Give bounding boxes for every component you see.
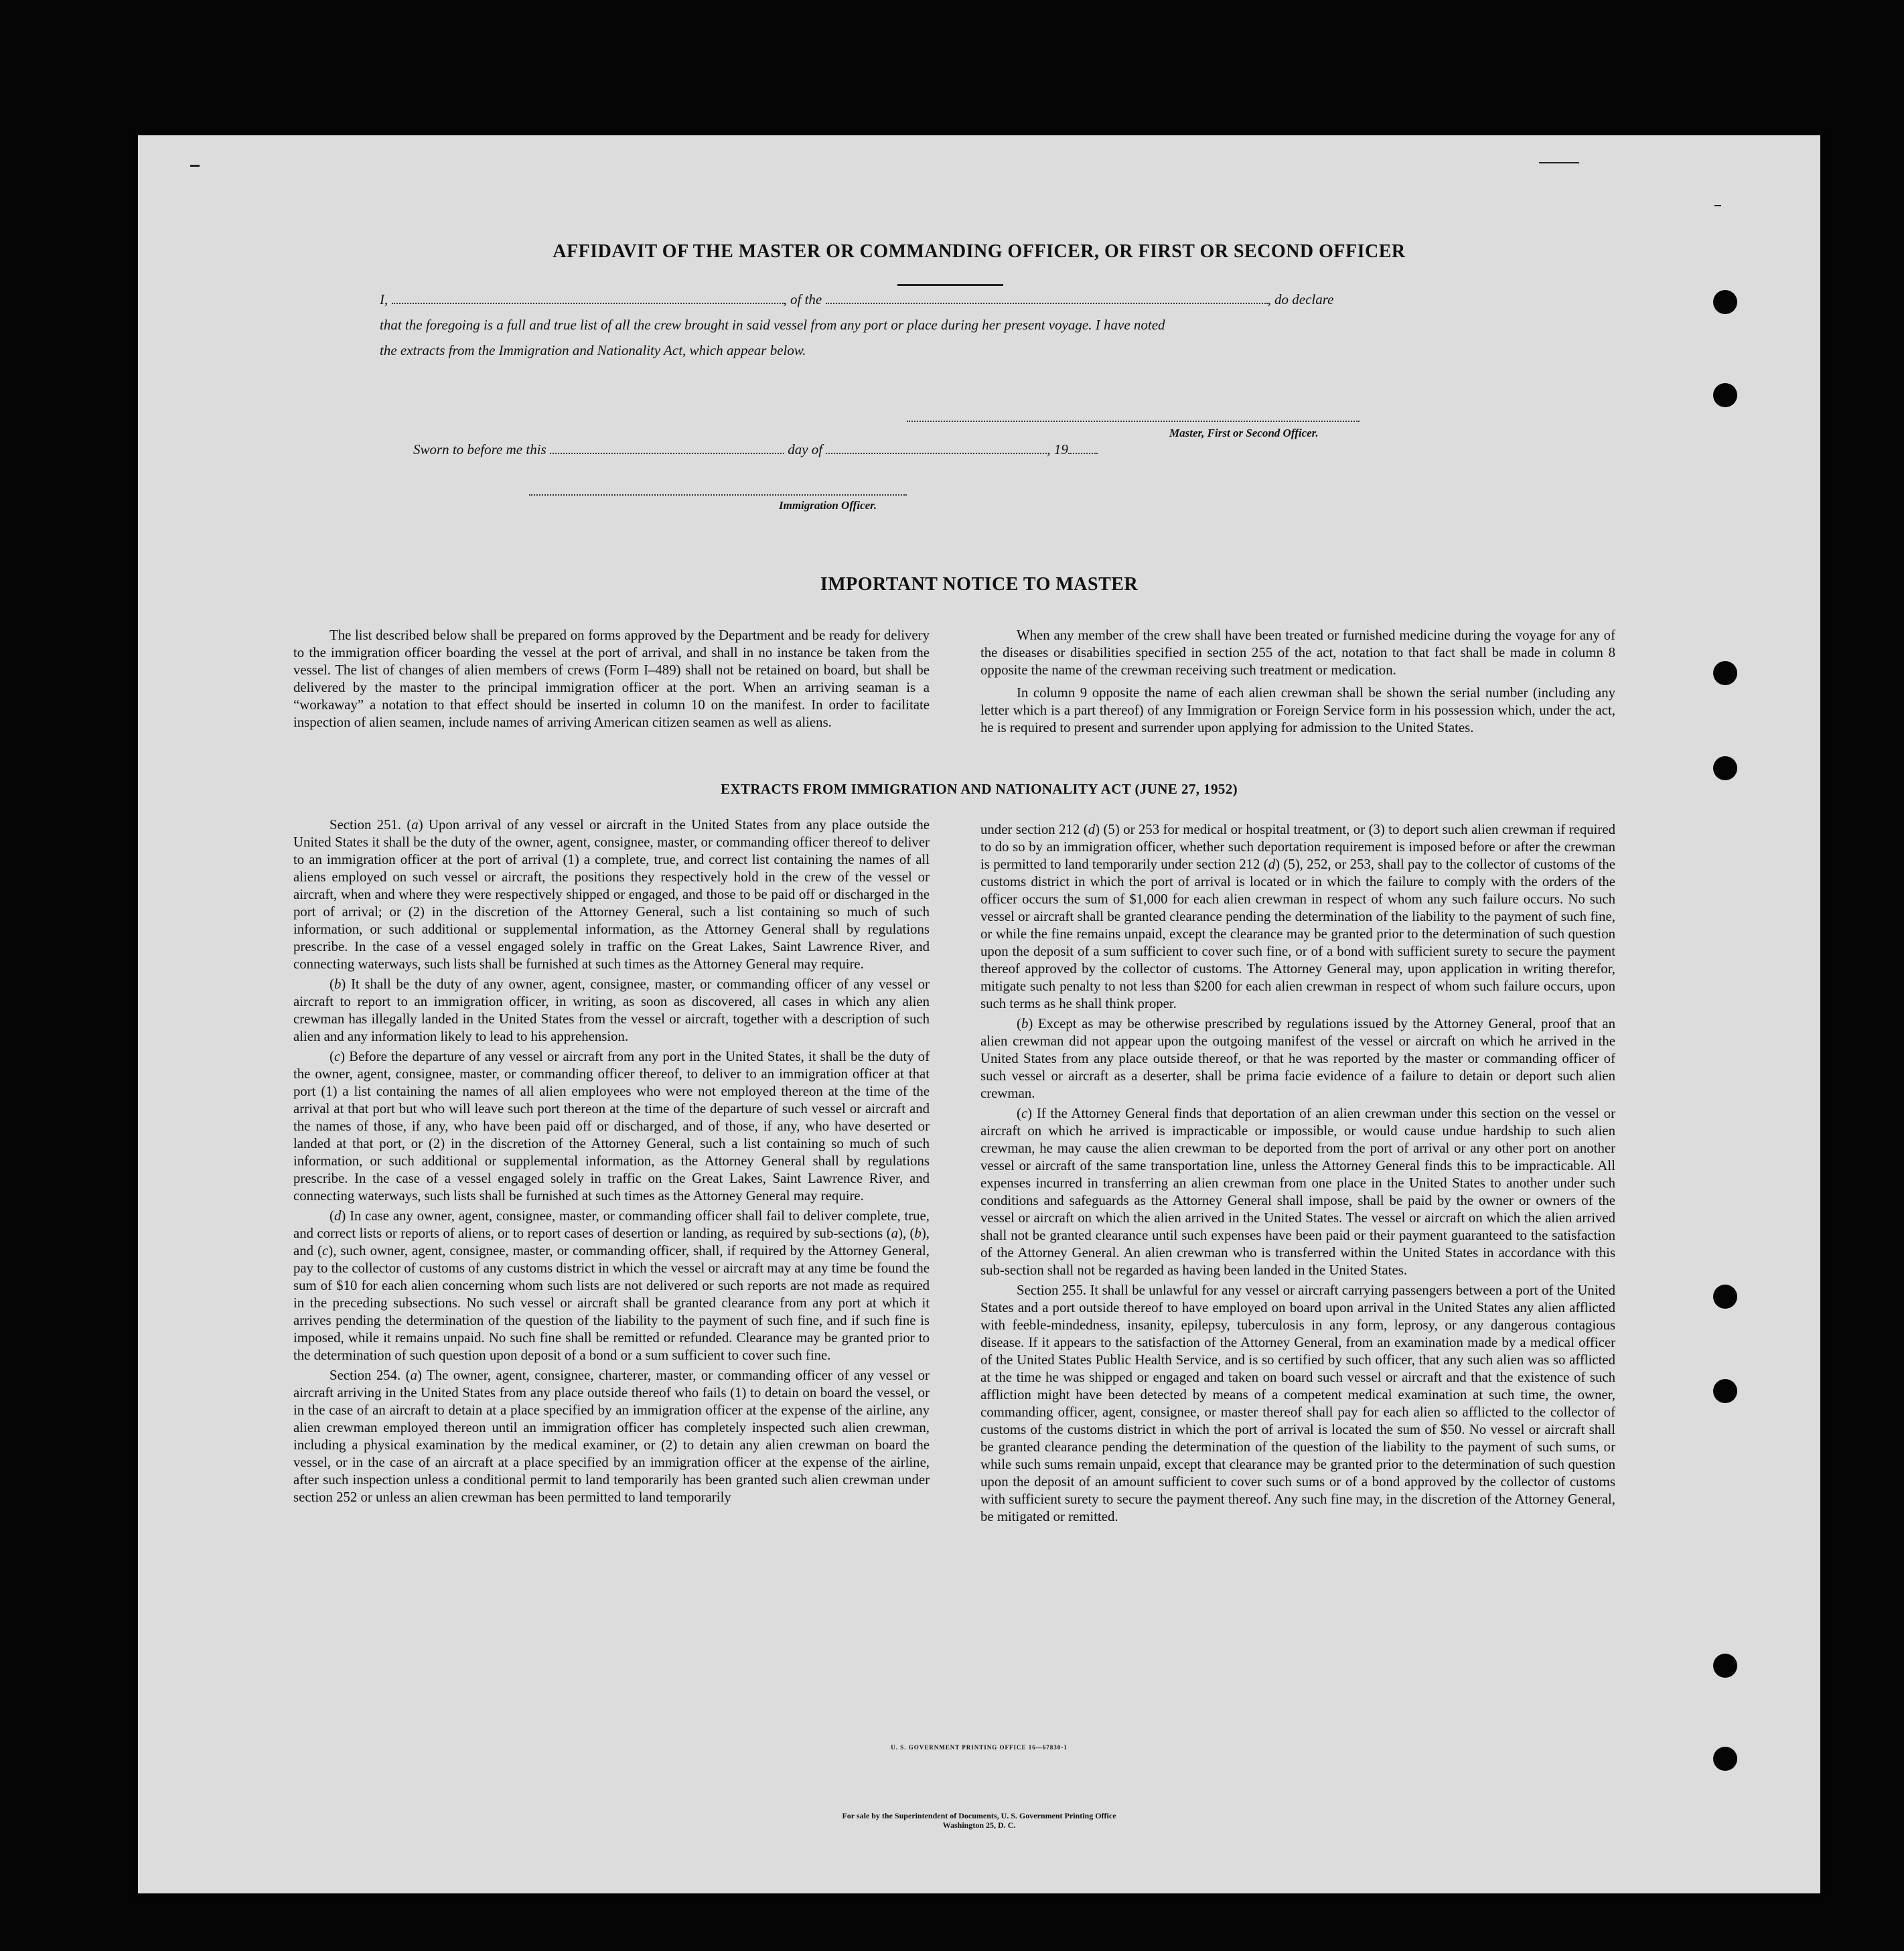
punch-hole <box>1713 1747 1737 1771</box>
section-255: Section 255. It shall be unlawful for any vessel or aircraft carrying passengers between a port of the United States and a port outside thereof to have employed on board upon arrival in the United States any alien afflicted with feeble-mindedness, insanity, epilepsy, tuberculosis in any form, leprosy, or any dangerous contagious disease. If it appears to the satisfaction of the Attorney General, from an examination made by a medical officer of the United States Public Health Service, and is so certified by such officer, that any such alien was so afflicted at the time he was shipped or engaged and taken on board such vessel or aircraft and that the existence of such affliction might have been detected by means of a competent medical examination at such time, the owner, commanding officer, agent, consignee, or master thereof shall pay for each alien so afflicted to the collector of customs of the customs district in which the port of arrival is located the sum of $50. No vessel or aircraft shall be granted clearance pending the determination of the question of the liability to the payment of such sums, or while such sums remain unpaid, except that clearance may be granted prior to the determination of such question upon the deposit of an amount sufficient to cover such sums or of a bond approved by the collector of customs with sufficient surety to secure the payment thereof. Any such fine may, in the discretion of the Attorney General, be mitigated or remitted. <box>980 1283 1615 1524</box>
punch-hole <box>1713 661 1737 685</box>
section-251a: Section 251. (a) Upon arrival of any vessel or aircraft in the United States from any place outside the United States it shall be the duty of the owner, agent, consignee, master, or commanding officer thereof to deliver to an immigration officer at the port of arrival (1) a complete, true, and correct list containing the names of all aliens employed on such vessel or aircraft, the positions they respectively hold in the crew of the vessel or aircraft, when and where they were respectively shipped or engaged, and those to be paid off or discharged in the port of arrival; or (2) in the discretion of the Attorney General, such a list containing so much of such information, or such additional or supplemental information, as the Attorney General shall by regulations prescribe. In the case of a vessel engaged solely in traffic on the Great Lakes, Saint Lawrence River, and connecting waterways, such lists shall be furnished at such times as the Attorney General may require. <box>293 817 930 972</box>
punch-hole <box>1713 1379 1737 1403</box>
section-251c: (c) Before the departure of any vessel or aircraft from any port in the United States, it shall be the duty of the owner, agent, consignee, master, or commanding officer thereof, to deliver to an immigration officer at that port (1) a list containing the names of all alien employees who were not employed thereon at the time of the arrival at that port but who will leave such port thereon at the time of the departure of such vessel or aircraft and the names of those, if any, who have been paid off or discharged, and of those, if any, who have deserted or landed at that port, or (2) in the discretion of the Attorney General, such a list containing so much of such information, or such additional or supplemental information, as the Attorney General shall by regulations prescribe. In the case of a vessel engaged solely in traffic on the Great Lakes, Saint Lawrence River, and connecting waterways, such lists shall be furnished at such times as the Attorney General may require. <box>293 1049 930 1204</box>
sworn-month-field[interactable] <box>826 446 1047 454</box>
sworn-line <box>413 437 1098 462</box>
section-254c: (c) If the Attorney General finds that deportation of an alien crewman under this section on the vessel or aircraft on which he arrived is impracticable or impossible, or would cause undue hardship to such alien crewman, he may cause the alien crewman to be deported from the port of arrival or any other port on another vessel or aircraft of the same transportation line, unless the Attorney General finds this to be impracticable. All expenses incurred in transferring an alien crewman from one place in the United States to another under such conditions and safeguards as the Attorney General shall impose, shall be paid by the owner or owners of the vessel or aircraft on which the alien arrived in the United States. The vessel or aircraft on which the alien arrived shall not be granted clearance until such expenses have been paid or their payment guaranteed to the satisfaction of the Attorney General. An alien crewman who is transferred within the United States in accordance with this sub-section shall not be regarded as having been landed in the United States. <box>980 1106 1615 1278</box>
affidavit-title: AFFIDAVIT OF THE MASTER OR COMMANDING OFFICER, OR FIRST OR SECOND OFFICER <box>553 241 1406 262</box>
declare-label: , do declare <box>1267 291 1334 307</box>
form-page <box>138 135 1820 1893</box>
sale-line-1: For sale by the Superintendent of Documents, U. S. Government Printing Office <box>842 1811 1116 1820</box>
scan-mark <box>1714 205 1721 206</box>
scan-mark <box>1539 162 1579 163</box>
master-caption: Master, First or Second Officer. <box>1169 427 1319 439</box>
section-254a-continued: under section 212 (d) (5) or 253 for medical or hospital treatment, or (3) to deport such alien crewman if required to do so by an immigration officer, whether such deportation requirement is imposed before or after the crewman is permitted to land temporarily under section 212 (d) (5), 252, or 253, shall pay to the collector of customs of the customs district in which the port of arrival is located or in which the failure to comply with the orders of the officer occurs the sum of $1,000 for each alien crewman in respect of whom any such failure occurs. No such vessel or aircraft shall be granted clearance pending the determination of the liability to the payment of such fine, or while the fine remains unpaid, except the clearance may be granted prior to the determination of such question upon the deposit of a sum sufficient to cover such fine, or of a bond with sufficient surety to secure the payment thereof approved by the collector of customs. The Attorney General may, upon application in writing therefor, mitigate such penalty to not less than $200 for each alien crewman in respect of whom such failure occurs, upon such terms as he shall think proper. <box>980 822 1615 1011</box>
notice-paragraph: The list described below shall be prepared on forms approved by the Department and be ready for delivery to the immigration officer boarding the vessel at the port of arrival, and shall in no instance be taken from the vessel. The list of changes of alien members of crews (Form I–489) shall not be retained on board, but shall be delivered by the master to the principal immigration officer at the port. When an arriving seaman is a “workaway” a notation to that effect should be inserted in column 10 on the manifest. In order to facilitate inspection of alien seamen, include names of arriving American citizen seamen as well as aliens. <box>293 628 930 730</box>
notice-left <box>293 627 930 731</box>
vessel-field[interactable] <box>826 296 1268 304</box>
title-rule <box>897 284 1003 286</box>
punch-hole <box>1713 383 1737 407</box>
sworn-year-field[interactable] <box>1068 446 1098 454</box>
extracts-right-column <box>980 821 1615 1526</box>
punch-hole <box>1713 290 1737 314</box>
declaration-text-1: that the foregoing is a full and true list of all the crew brought in said vessel from any port or place during her present voyage. I have noted <box>380 317 1165 333</box>
officer-caption: Immigration Officer. <box>779 499 877 512</box>
sale-notice <box>138 1811 1820 1830</box>
section-254a: Section 254. (a) The owner, agent, consignee, charterer, master, or commanding officer of any vessel or aircraft arriving in the United States from any place outside thereof who fails (1) to detain on board the vessel, or in the case of an aircraft to detain at a place specified by an immigration officer at the expense of the airline, any alien crewman employed thereon until an immigration officer has completely inspected such alien crewman, including a physical examination by the medical examiner, or (2) to detain any alien crewman on board the vessel, or in the case of an aircraft at a place specified by an immigration officer at the expense of the airline, after such inspection unless a conditional permit to land temporarily has been granted such alien crewman under section 252 or unless an alien crewman has been permitted to land temporarily <box>293 1368 930 1505</box>
sale-line-2: Washington 25, D. C. <box>942 1820 1016 1830</box>
extracts-heading: EXTRACTS FROM IMMIGRATION AND NATIONALITY ACT (JUNE 27, 1952) <box>720 781 1238 797</box>
gpo-imprint: U. S. GOVERNMENT PRINTING OFFICE 16—67830-1 <box>891 1744 1068 1751</box>
of-the-label: , of the <box>783 291 822 307</box>
scan-mark <box>190 165 200 167</box>
punch-hole <box>1713 1285 1737 1309</box>
year-label: , 19 <box>1047 441 1068 457</box>
i-label: I, <box>380 291 388 307</box>
declaration-text-2: the extracts from the Immigration and Nationality Act, which appear below. <box>380 342 806 358</box>
section-251b: (b) It shall be the duty of any owner, agent, consignee, master, or commanding officer of any vessel or aircraft to report to an immigration officer, in writing, as soon as discovered, all cases in which any alien crewman has illegally landed in the United States from the vessel or aircraft, together with a description of such alien and any information likely to lead to his apprehension. <box>293 977 930 1044</box>
sworn-label: Sworn to before me this <box>413 441 546 457</box>
punch-hole <box>1713 1654 1737 1678</box>
affidavit-body <box>380 287 1445 363</box>
punch-hole <box>1713 756 1737 780</box>
officer-signature-line[interactable] <box>529 494 907 496</box>
day-of-label: day of <box>788 441 823 457</box>
section-251d: (d) In case any owner, agent, consignee, master, or commanding officer shall fail to deliver complete, true, and correct lists or reports of aliens, or to report cases of desertion or landing, as required by sub-sections (a), (b), and (c), such owner, agent, consignee, master, or commanding officer, shall, if required by the Attorney General, pay to the collector of customs of any customs district in which the vessel or aircraft may at any time be found the sum of $10 for each alien concerning whom such lists are not delivered or such reports are not made as required in the preceding subsections. No such vessel or aircraft shall be granted clearance from any port at which it arrives pending the determination of the question of the liability to the payment of such fine, and if such fine is imposed, while it remains unpaid. No such fine shall be remitted or refunded. Clearance may be granted prior to the determination of such question upon deposit of a bond or a sum sufficient to cover such fine. <box>293 1208 930 1363</box>
sworn-day-field[interactable] <box>550 446 784 454</box>
master-signature-line[interactable] <box>907 421 1360 422</box>
notice-title: IMPORTANT NOTICE TO MASTER <box>820 574 1139 595</box>
name-field[interactable] <box>392 296 784 304</box>
declaration-line <box>380 287 1445 312</box>
notice-right <box>980 627 1615 737</box>
notice-paragraph: In column 9 opposite the name of each alien crewman shall be shown the serial number (including any letter which is a part thereof) of any Immigration or Foreign Service form in his possession which, under the act, he is required to present and surrender upon applying for admission to the United States. <box>980 685 1615 735</box>
notice-paragraph: When any member of the crew shall have been treated or furnished medicine during the voyage for any of the diseases or disabilities specified in section 255 of the act, notation to that fact shall be made in column 8 opposite the name of the crewman receiving such treatment or medication. <box>980 628 1615 678</box>
extracts-left-column <box>293 816 930 1506</box>
section-254b: (b) Except as may be otherwise prescribed by regulations issued by the Attorney General, proof that an alien crewman did not appear upon the outgoing manifest of the vessel or aircraft on which he arrived in the United States from any place outside thereof, or that he was reported by the master or commanding officer of such vessel or aircraft as a deserter, shall be prima facie evidence of a failure to detain or deport such alien crewman. <box>980 1016 1615 1101</box>
